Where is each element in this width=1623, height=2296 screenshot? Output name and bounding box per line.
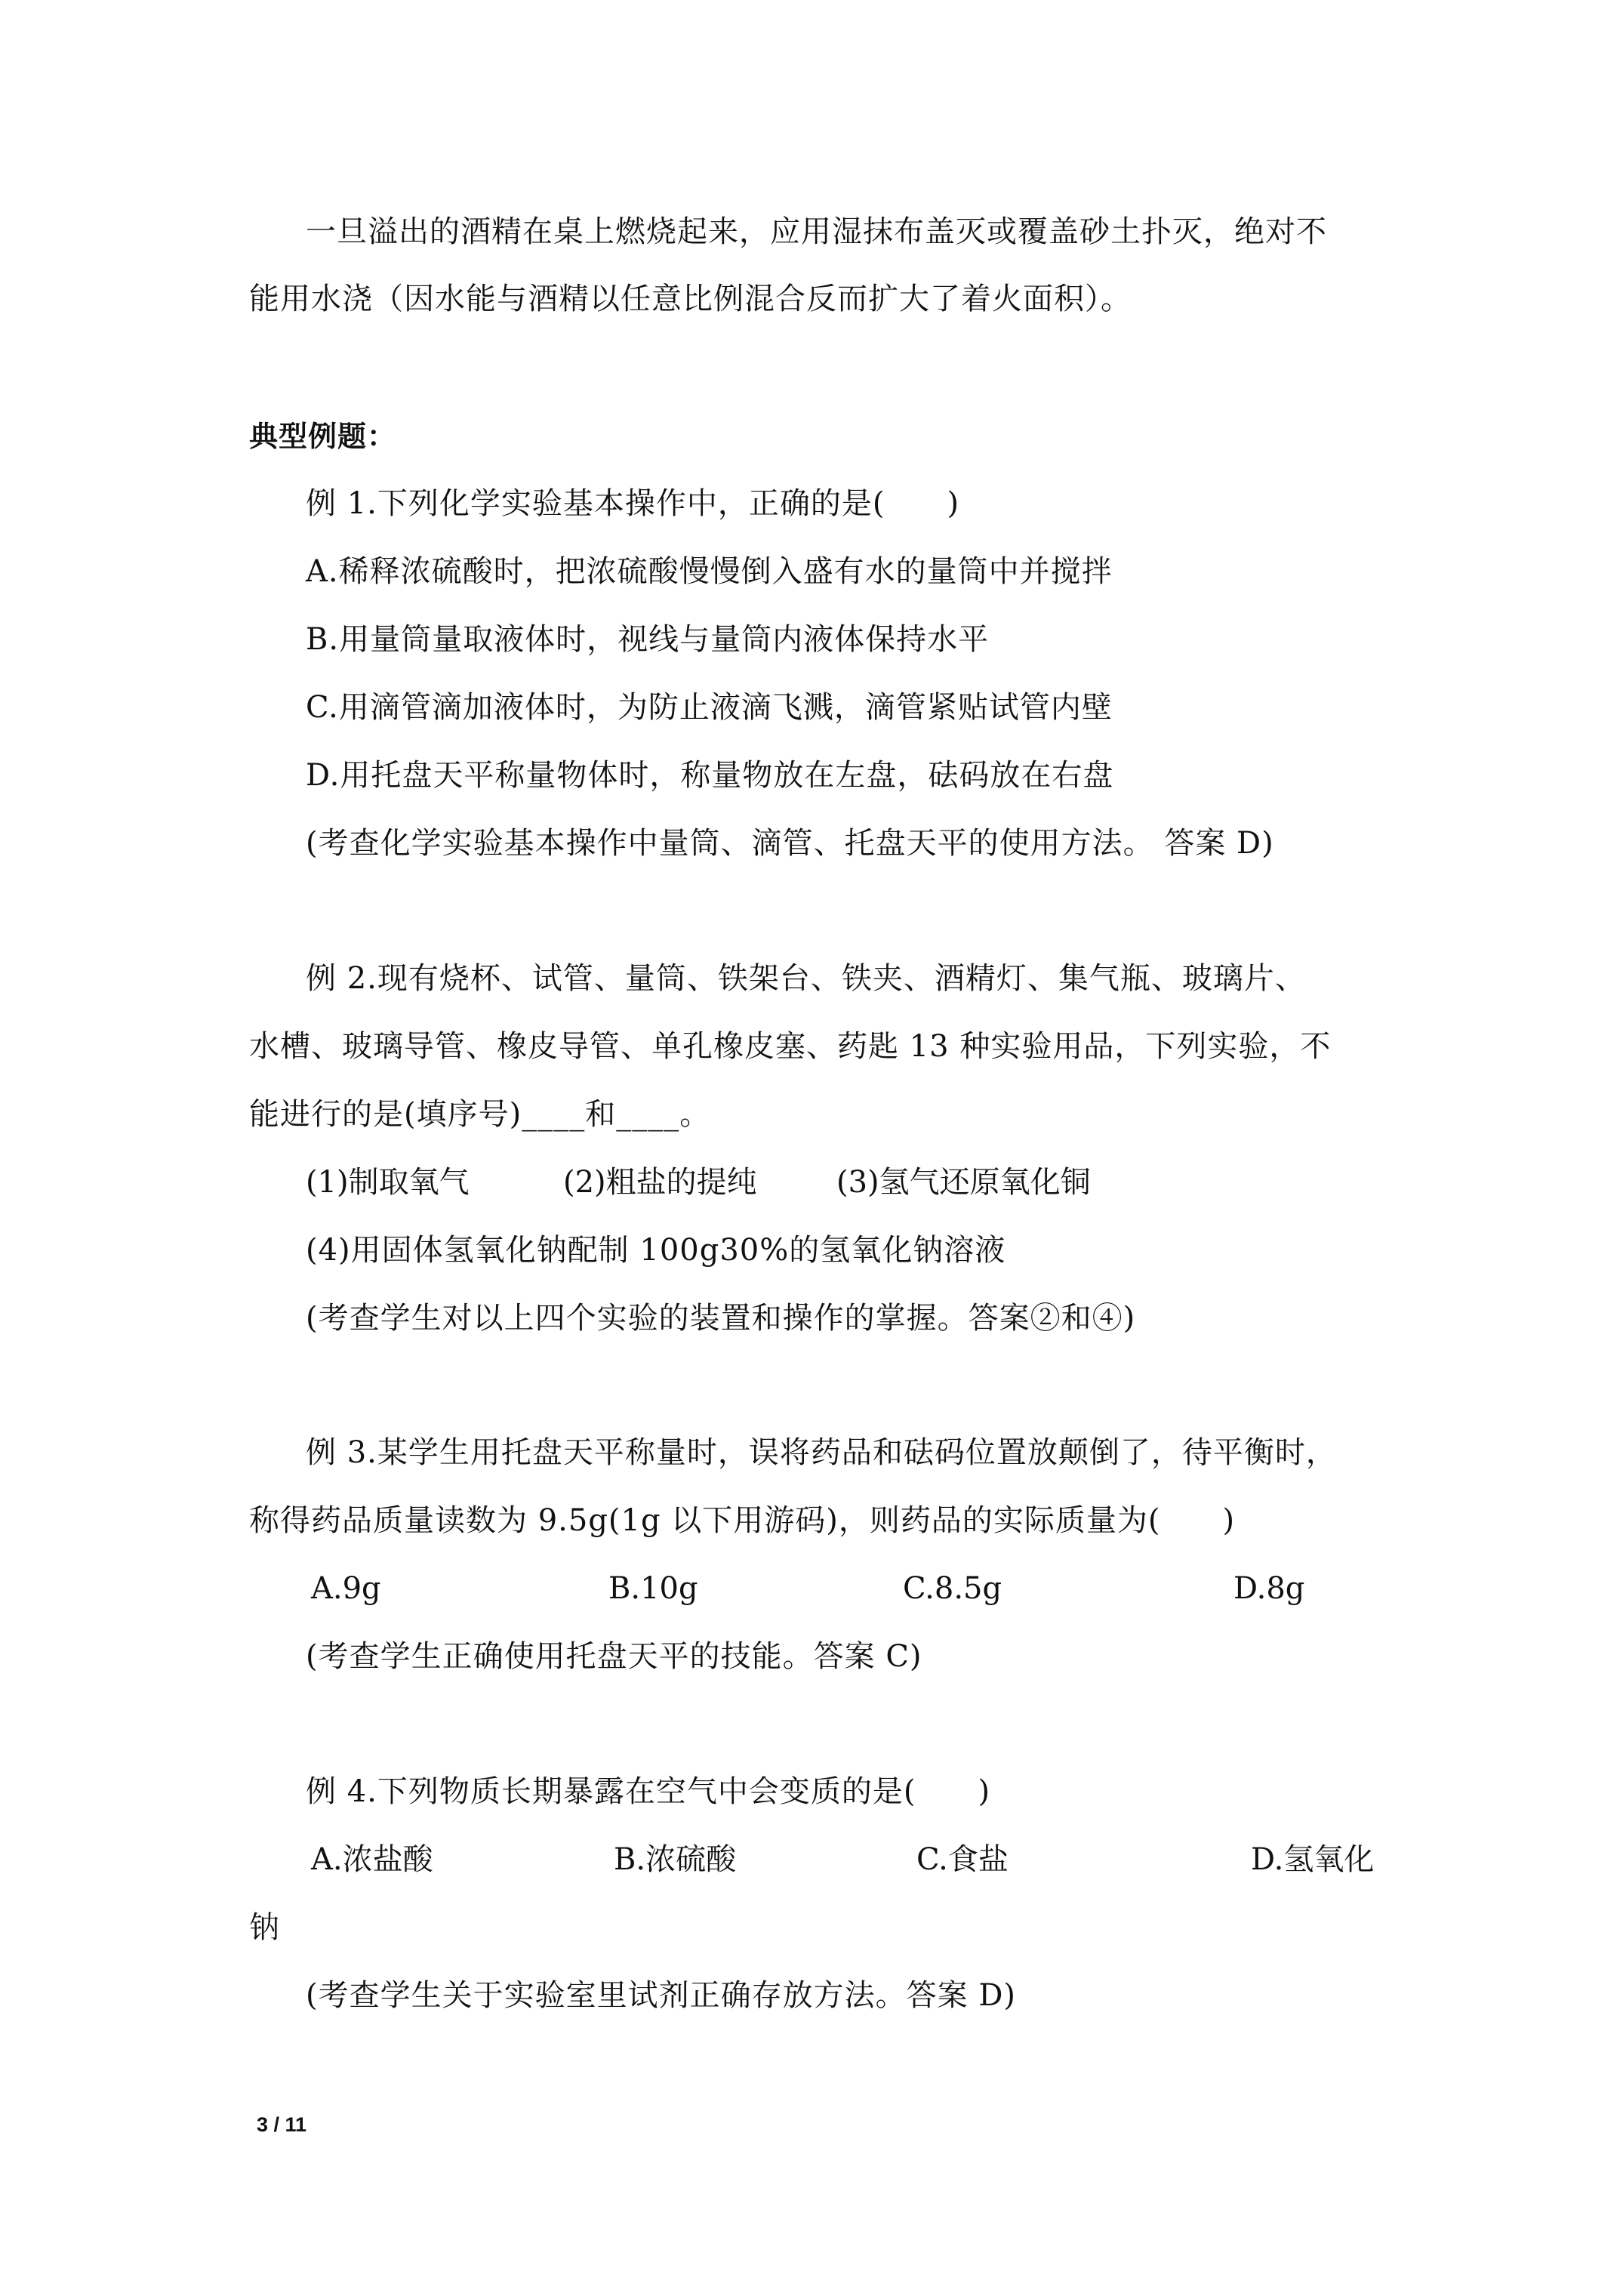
page-number: 3 / 11	[257, 2113, 307, 2136]
ex2-item-2: (2)粗盐的提纯	[563, 1165, 757, 1200]
ex2-item-1: (1)制取氧气	[306, 1165, 470, 1200]
ex2-item-3: (3)氢气还原氧化铜	[836, 1165, 1091, 1200]
ex3-option-d: D.8g	[1233, 1571, 1305, 1606]
ex2-line-1: 例 2.现有烧杯、试管、量筒、铁架台、铁夹、酒精灯、集气瓶、玻璃片、	[306, 961, 1306, 996]
ex3-option-a: A.9g	[311, 1571, 381, 1606]
ex4-option-a: A.浓盐酸	[311, 1842, 433, 1877]
section-heading: 典型例题：	[249, 420, 397, 453]
ex2-item-4: (4)用固体氢氧化钠配制 100g30%的氢氧化钠溶液	[306, 1233, 1006, 1268]
intro-line-2: 能用水浇（因水能与酒精以任意比例混合反而扩大了着火面积）。	[249, 282, 1132, 316]
ex1-option-b: B.用量筒量取液体时，视线与量筒内液体保持水平	[306, 622, 990, 657]
ex2-answer-note: (考查学生对以上四个实验的装置和操作的掌握。答案②和④)	[306, 1301, 1136, 1336]
ex3-line-1: 例 3.某学生用托盘天平称量时，误将药品和砝码位置放颠倒了，待平衡时，	[306, 1435, 1337, 1470]
ex4-question: 例 4.下列物质长期暴露在空气中会变质的是( )	[306, 1774, 991, 1809]
ex1-option-d: D.用托盘天平称量物体时，称量物放在左盘，砝码放在右盘	[306, 758, 1114, 793]
ex1-option-c: C.用滴管滴加液体时，为防止液滴飞溅，滴管紧贴试管内壁	[306, 690, 1113, 725]
intro-line-1: 一旦溢出的酒精在桌上燃烧起来，应用湿抹布盖灭或覆盖砂土扑灭，绝对不	[306, 214, 1327, 249]
ex3-option-c: C.8.5g	[903, 1571, 1002, 1606]
ex2-line-3: 能进行的是(填序号)____和____。	[249, 1097, 711, 1132]
ex4-option-d-wrap: 钠	[249, 1910, 280, 1945]
ex3-option-b: B.10g	[608, 1571, 698, 1606]
ex3-line-2: 称得药品质量读数为 9.5g(1g 以下用游码)，则药品的实际质量为( )	[249, 1503, 1236, 1538]
ex1-question: 例 1.下列化学实验基本操作中，正确的是( )	[306, 486, 960, 521]
ex3-answer-note: (考查学生正确使用托盘天平的技能。答案 C)	[306, 1639, 922, 1674]
ex4-option-b: B.浓硫酸	[614, 1842, 737, 1877]
ex4-option-d: D.氢氧化	[1251, 1842, 1375, 1877]
ex1-option-a: A.稀释浓硫酸时，把浓硫酸慢慢倒入盛有水的量筒中并搅拌	[306, 554, 1113, 589]
ex4-answer-note: (考查学生关于实验室里试剂正确存放方法。答案 D)	[306, 1978, 1016, 2013]
ex4-option-c: C.食盐	[916, 1842, 1009, 1877]
ex1-answer-note: (考查化学实验基本操作中量筒、滴管、托盘天平的使用方法。 答案 D)	[306, 826, 1274, 861]
ex2-line-2: 水槽、玻璃导管、橡皮导管、单孔橡皮塞、药匙 13 种实验用品，下列实验，不	[249, 1029, 1332, 1064]
